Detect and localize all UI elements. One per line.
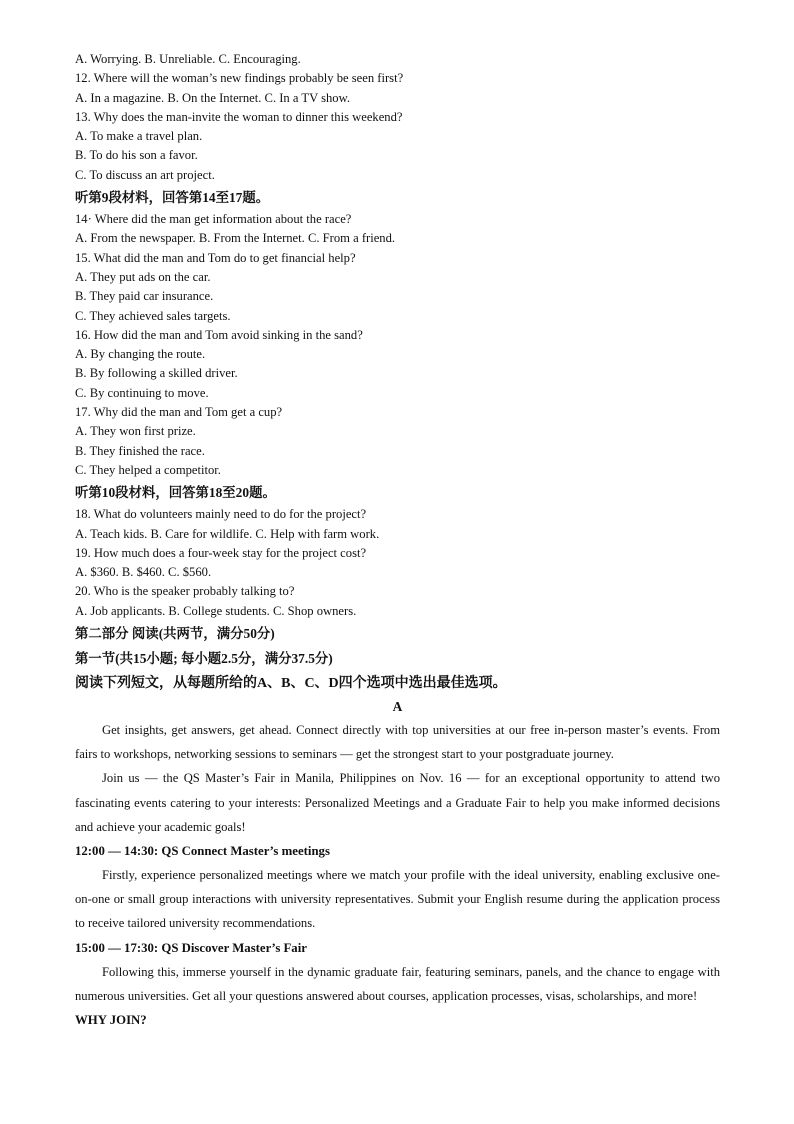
q19-options: A. $360. B. $460. C. $560. xyxy=(75,565,212,580)
q15-option-c: C. They achieved sales targets. xyxy=(75,308,231,323)
passage-label: A xyxy=(392,699,403,715)
q15-question: 15. What did the man and Tom do to get financial help? xyxy=(75,250,356,265)
q13-question: 13. Why does the man-invite the woman to dinner this weekend? xyxy=(75,109,403,124)
q16-option-a: A. By changing the route. xyxy=(75,347,206,362)
q12-options: A. In a magazine. B. On the Internet. C. In a TV show. xyxy=(75,90,351,105)
q15-option-a: A. They put ads on the car. xyxy=(75,269,211,284)
exam-page xyxy=(75,50,720,1032)
q14-question: 14· Where did the man get information about the race? xyxy=(75,212,352,227)
q11-options: A. Worrying. B. Unreliable. C. Encouraging. xyxy=(75,52,301,66)
passage-paragraph-2: Join us — the QS Master’s Fair in Manila, Philippines on Nov. 16 — for an exceptional opportunity to attend two fascinating events catering to your interests: Personalized Meetings and a Graduate Fair to help you make informed decisions and achieve your academic goals! xyxy=(75,771,720,834)
q18-options: A. Teach kids. B. Care for wildlife. C. Help with farm work. xyxy=(75,526,380,541)
q17-option-a: A. They won first prize. xyxy=(75,424,196,439)
passage-heading-why-join: WHY JOIN? xyxy=(75,1013,147,1028)
section10-heading: 听第10段材料，回答第18至20题。 xyxy=(75,485,276,501)
q13-option-b: B. To do his son a favor. xyxy=(75,148,198,163)
passage-paragraph-3: Firstly, experience personalized meetings where we match your profile with the ideal university, enabling exclusive one-on-one or small group interactions with university representatives. Submit your English resume during the application process to receive tailored university recommendations. xyxy=(75,868,720,931)
q19-question: 19. How much does a four-week stay for the project cost? xyxy=(75,545,367,560)
q17-question: 17. Why did the man and Tom get a cup? xyxy=(75,405,283,420)
section9-heading: 听第9段材料，回答第14至17题。 xyxy=(75,190,270,206)
part2-heading: 第二部分 阅读(共两节，满分50分) xyxy=(75,626,275,642)
q20-options: A. Job applicants. B. College students. C. Shop owners. xyxy=(75,603,357,618)
passage-paragraph-4: Following this, immerse yourself in the dynamic graduate fair, featuring seminars, panels, and the chance to engage with numerous universities. Get all your questions answered about courses, application processes, visas, scholarships, and more! xyxy=(75,964,720,1003)
section1-heading: 第一节(共15小题; 每小题2.5分，满分37.5分) xyxy=(75,651,333,667)
passage-paragraph-1: Get insights, get answers, get ahead. Connect directly with top universities at our free in-person master’s events. From fairs to workshops, networking sessions to seminars — get the strongest start to your postgraduate journey. xyxy=(75,723,720,762)
reading-instruction: 阅读下列短文，从每题所给的A、B、C、D四个选项中选出最佳选项。 xyxy=(75,676,507,692)
q20-question: 20. Who is the speaker probably talking to? xyxy=(75,584,295,599)
q13-option-c: C. To discuss an art project. xyxy=(75,167,215,182)
q13-option-a: A. To make a travel plan. xyxy=(75,129,203,144)
q16-option-c: C. By continuing to move. xyxy=(75,385,209,400)
passage-heading-connect: 12:00 — 14:30: QS Connect Master’s meetings xyxy=(75,844,330,859)
q17-option-b: B. They finished the race. xyxy=(75,443,205,458)
q16-question: 16. How did the man and Tom avoid sinking in the sand? xyxy=(75,327,363,342)
passage-heading-discover: 15:00 — 17:30: QS Discover Master’s Fair xyxy=(75,940,307,955)
q16-option-b: B. By following a skilled driver. xyxy=(75,366,238,381)
q18-question: 18. What do volunteers mainly need to do for the project? xyxy=(75,507,367,522)
q14-options: A. From the newspaper. B. From the Internet. C. From a friend. xyxy=(75,231,396,246)
q15-option-b: B. They paid car insurance. xyxy=(75,289,214,304)
q17-option-c: C. They helped a competitor. xyxy=(75,462,221,477)
q12-question: 12. Where will the woman’s new findings probably be seen first? xyxy=(75,71,404,86)
